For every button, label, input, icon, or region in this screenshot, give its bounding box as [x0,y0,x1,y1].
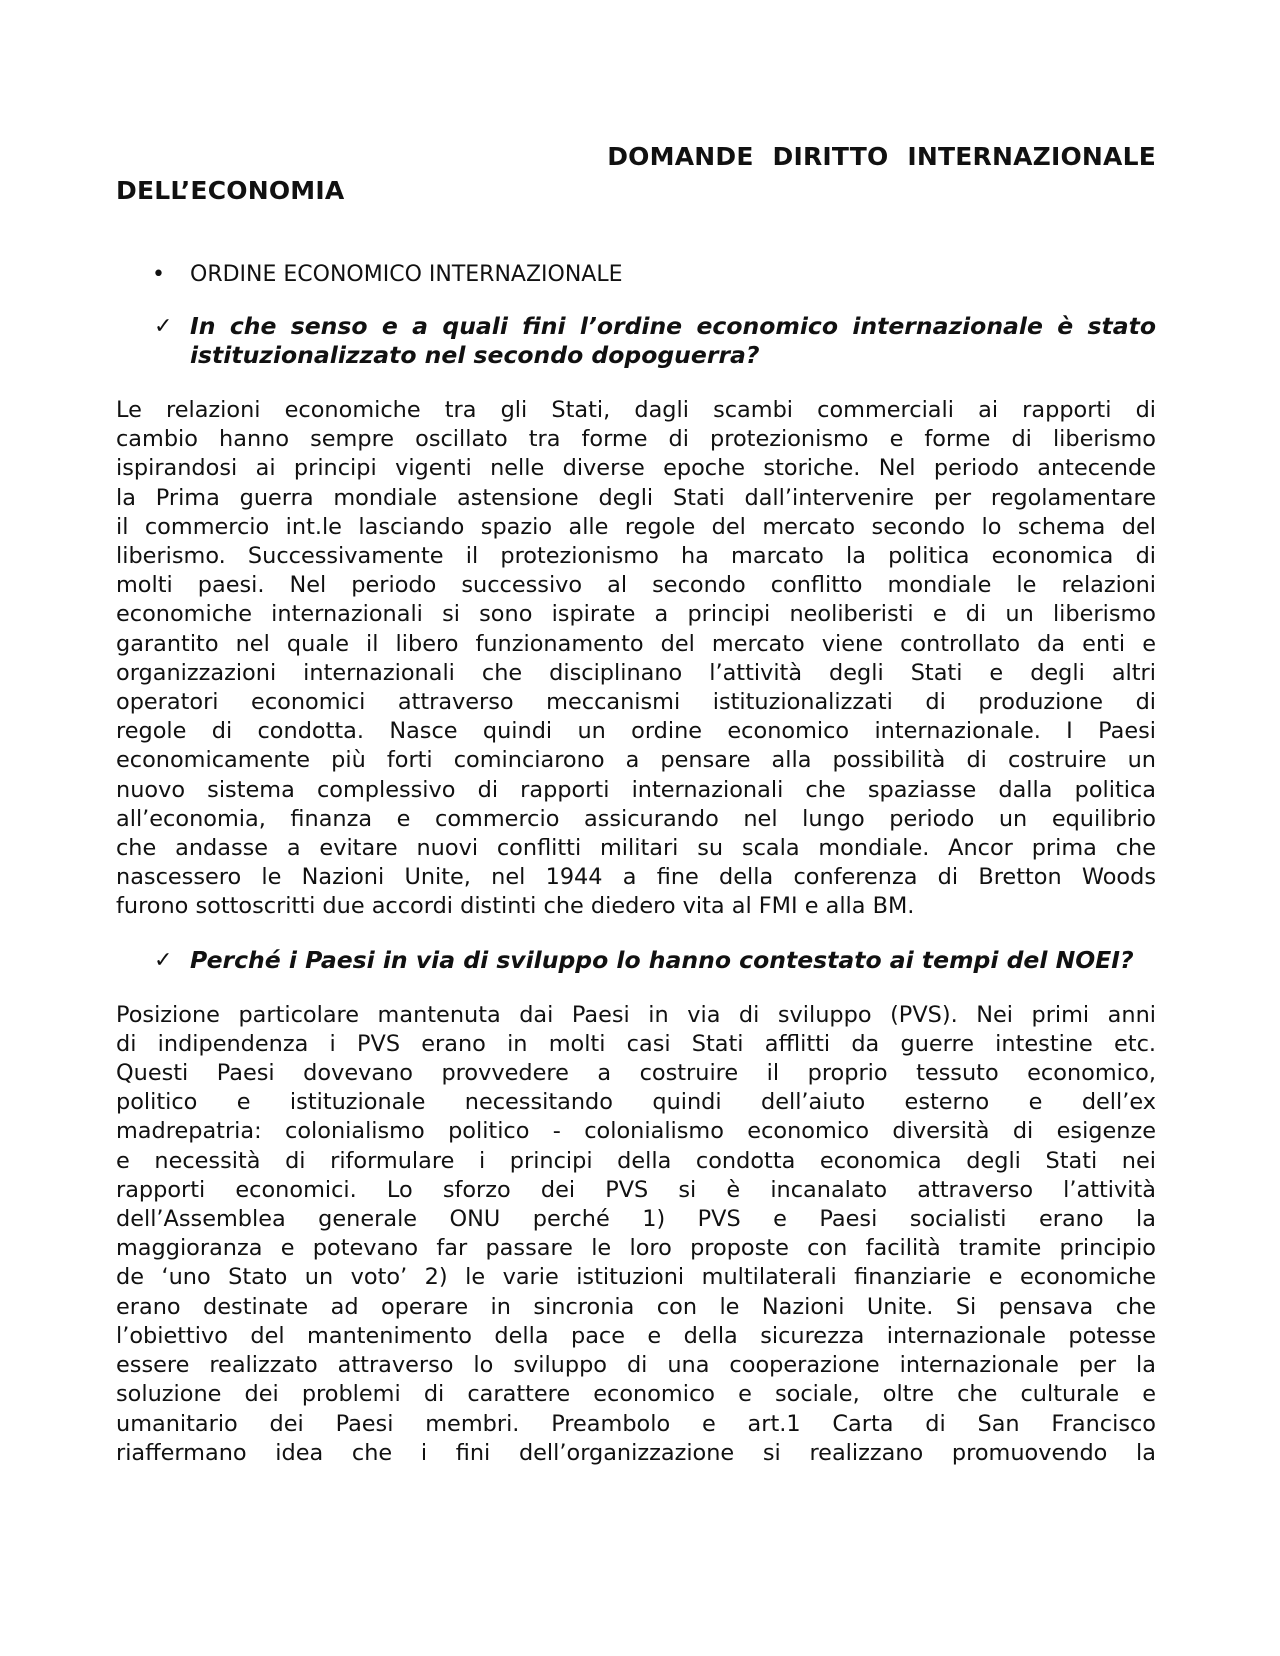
answer-line: furono sottoscritti due accordi distinti che diedero vita al FMI e alla BM. [116,893,915,920]
answer-line: regole di condotta. Nasce quindi un ordine economico internazionale. I Paesi [116,718,1156,745]
checkmark-icon: ✓ [154,947,173,973]
answer-line: Questi Paesi dovevano provvedere a costruire il proprio tessuto economico, [116,1060,1156,1087]
answer-line: garantito nel quale il libero funzionamento del mercato viene controllato da enti e [116,630,1156,657]
answer-2-paragraph [116,1001,1156,1468]
answer-line: nascessero le Nazioni Unite, nel 1944 a fine della conferenza di Bretton Woods [116,864,1156,891]
answer-line: soluzione dei problemi di carattere economico e sociale, oltre che culturale e [116,1381,1156,1408]
document-title [116,140,1156,208]
answer-line: che andasse a evitare nuovi conflitti militari su scala mondiale. Ancor prima che [116,835,1156,862]
answer-line: cambio hanno sempre oscillato tra forme di protezionismo e forme di liberismo [116,426,1156,453]
answer-line: Posizione particolare mantenuta dai Paesi in via di sviluppo (PVS). Nei primi anni [116,1001,1156,1028]
question-1-text: In che senso e a quali fini l’ordine economico internazionale è stato istituzionalizzato nel secondo dopoguerra? [190,312,1156,369]
answer-1-paragraph [116,396,1156,922]
answer-line: liberismo. Successivamente il protezionismo ha marcato la politica economica di [116,543,1156,570]
answer-line: madrepatria: colonialismo politico - colonialismo economico diversità di esigenze [116,1118,1156,1145]
question-1 [116,312,1156,370]
answer-line: umanitario dei Paesi membri. Preambolo e art.1 Carta di San Francisco [116,1410,1156,1437]
answer-line: essere realizzato attraverso lo sviluppo di una cooperazione internazionale per la [116,1352,1156,1379]
answer-line: dell’Assemblea generale ONU perché 1) PVS e Paesi socialisti erano la [116,1206,1156,1233]
answer-line: riaffermano idea che i fini dell’organizzazione si realizzano promuovendo la [116,1439,1156,1466]
answer-line: operatori economici attraverso meccanismi istituzionalizzati di produzione di [116,689,1156,716]
answer-line: rapporti economici. Lo sforzo dei PVS si è incanalato attraverso l’attività [116,1176,1156,1203]
answer-line: di indipendenza i PVS erano in molti casi Stati afflitti da guerre intestine etc. [116,1030,1156,1057]
answer-line: molti paesi. Nel periodo successivo al secondo conflitto mondiale le relazioni [116,572,1156,599]
section-heading [116,260,1156,290]
answer-line: organizzazioni internazionali che disciplinano l’attività degli Stati e degli altri [116,659,1156,686]
checkmark-icon: ✓ [154,314,173,339]
answer-line: maggioranza e potevano far passare le loro proposte con facilità tramite principio [116,1235,1156,1262]
answer-line: de ‘uno Stato un voto’ 2) le varie istituzioni multilaterali finanziarie e economiche [116,1264,1156,1291]
answer-line: il commercio int.le lasciando spazio alle regole del mercato secondo lo schema del [116,513,1156,540]
answer-line: economicamente più forti cominciarono a pensare alla possibilità di costruire un [116,747,1156,774]
answer-line: l’obiettivo del mantenimento della pace e della sicurezza internazionale potesse [116,1322,1156,1349]
answer-line: la Prima guerra mondiale astensione degli Stati dall’intervenire per regolamentare [116,484,1156,511]
question-2 [116,946,1156,975]
answer-line: nuovo sistema complessivo di rapporti internazionali che spaziasse dalla politica [116,776,1156,803]
answer-line: erano destinate ad operare in sincronia con le Nazioni Unite. Si pensava che [116,1293,1156,1320]
answer-line: ispirandosi ai principi vigenti nelle diverse epoche storiche. Nel periodo antecende [116,455,1156,482]
answer-line: politico e istituzionale necessitando quindi dell’aiuto esterno e dell’ex [116,1089,1156,1116]
section-label: ORDINE ECONOMICO INTERNAZIONALE [190,262,623,287]
answer-line: economiche internazionali si sono ispirate a principi neoliberisti e di un liberismo [116,601,1156,628]
answer-line: Le relazioni economiche tra gli Stati, dagli scambi commerciali ai rapporti di [116,397,1156,423]
bullet-icon: • [152,262,165,287]
title-line-2: DELL’ECONOMIA [116,176,345,205]
answer-line: all’economia, finanza e commercio assicurando nel lungo periodo un equilibrio [116,805,1156,832]
document-page [116,140,1156,1468]
title-line-1: DOMANDE DIRITTO INTERNAZIONALE [607,142,1156,171]
question-2-text: Perché i Paesi in via di sviluppo lo hanno contestato ai tempi del NOEI? [190,945,1134,974]
answer-line: e necessità di riformulare i principi della condotta economica degli Stati nei [116,1147,1156,1174]
